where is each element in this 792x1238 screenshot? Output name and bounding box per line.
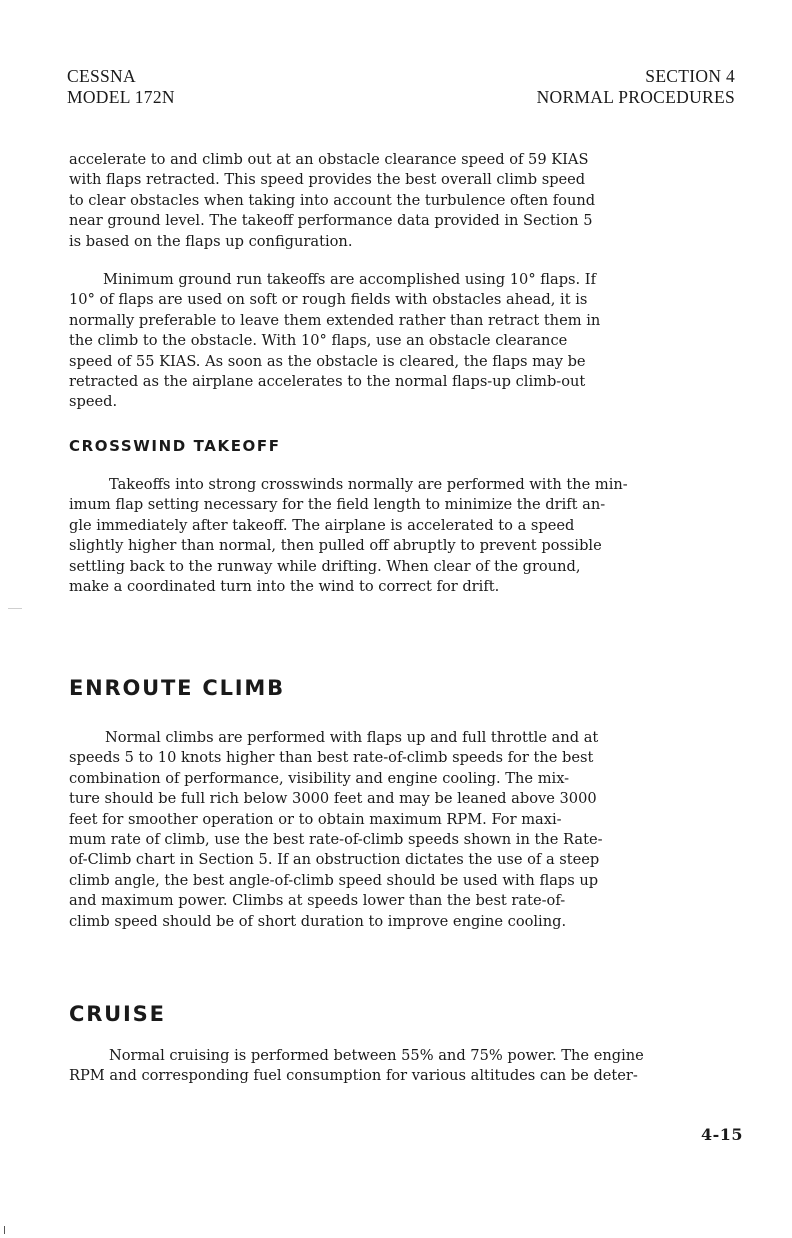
crosswind-takeoff-heading: CROSSWIND TAKEOFF <box>69 437 281 455</box>
text-line: feet for smoother operation or to obtain maximum RPM. For maxi- <box>69 810 562 828</box>
text-line: make a coordinated turn into the wind to correct for drift. <box>69 578 500 596</box>
header-model: MODEL 172N <box>67 87 175 107</box>
paragraph-cruise <box>69 1046 644 1087</box>
paragraph-crosswind-takeoff <box>69 475 628 597</box>
text-line: settling back to the runway while drifting. When clear of the ground, <box>69 557 581 575</box>
paragraph-minimum-ground-run <box>69 270 600 413</box>
text-line: of-Climb chart in Section 5. If an obstruction dictates the use of a steep <box>69 851 600 869</box>
text-line: normally preferable to leave them extended rather than retract them in <box>69 311 601 329</box>
text-line: Takeoffs into strong crosswinds normally are performed with the min- <box>109 476 628 493</box>
header-manufacturer: CESSNA <box>67 66 136 86</box>
header-right <box>537 66 735 108</box>
text-line: Normal climbs are performed with flaps up and full throttle and at <box>105 729 599 746</box>
text-line: ture should be full rich below 3000 feet and may be leaned above 3000 <box>69 790 597 808</box>
text-line: to clear obstacles when taking into account the turbulence often found <box>69 191 596 209</box>
text-line: and maximum power. Climbs at speeds lower than the best rate-of- <box>69 892 566 910</box>
text-line: the climb to the obstacle. With 10° flaps, use an obstacle clearance <box>69 332 568 350</box>
text-line: with flaps retracted. This speed provides the best overall climb speed <box>69 171 586 189</box>
text-line: gle immediately after takeoff. The airplane is accelerated to a speed <box>69 516 575 534</box>
text-line: RPM and corresponding fuel consumption for various altitudes can be deter- <box>69 1067 638 1085</box>
scan-mark <box>4 1226 5 1234</box>
text-line: is based on the flaps up configuration. <box>69 232 353 250</box>
text-line: speed. <box>69 393 118 411</box>
page-number: 4-15 <box>700 1125 743 1144</box>
enroute-climb-heading: ENROUTE CLIMB <box>69 676 285 700</box>
text-line: retracted as the airplane accelerates to the normal flaps-up climb-out <box>69 373 586 391</box>
text-line: slightly higher than normal, then pulled off abruptly to prevent possible <box>69 537 602 555</box>
paragraph-obstacle-clearance <box>69 150 595 252</box>
text-line: Minimum ground run takeoffs are accomplished using 10° flaps. If <box>103 271 596 288</box>
header-left <box>67 66 175 108</box>
paragraph-enroute-climb <box>69 728 603 932</box>
text-line: near ground level. The takeoff performance data provided in Section 5 <box>69 212 593 230</box>
cruise-heading: CRUISE <box>69 1002 166 1026</box>
text-line: climb speed should be of short duration to improve engine cooling. <box>69 912 567 930</box>
text-line: climb angle, the best angle-of-climb speed should be used with flaps up <box>69 871 599 889</box>
header-section: SECTION 4 <box>645 66 735 86</box>
text-line: speeds 5 to 10 knots higher than best rate-of-climb speeds for the best <box>69 749 594 767</box>
text-line: Normal cruising is performed between 55% and 75% power. The engine <box>109 1047 644 1064</box>
text-line: mum rate of climb, use the best rate-of-climb speeds shown in the Rate- <box>69 831 603 849</box>
text-line: 10° of flaps are used on soft or rough fields with obstacles ahead, it is <box>69 291 588 309</box>
text-line: accelerate to and climb out at an obstacle clearance speed of 59 KIAS <box>69 151 589 168</box>
scan-mark <box>8 608 22 609</box>
text-line: imum flap setting necessary for the field length to minimize the drift an- <box>69 496 606 514</box>
text-line: combination of performance, visibility and engine cooling. The mix- <box>69 769 570 787</box>
header-section-title: NORMAL PROCEDURES <box>536 87 735 107</box>
text-line: speed of 55 KIAS. As soon as the obstacle is cleared, the flaps may be <box>69 352 586 370</box>
